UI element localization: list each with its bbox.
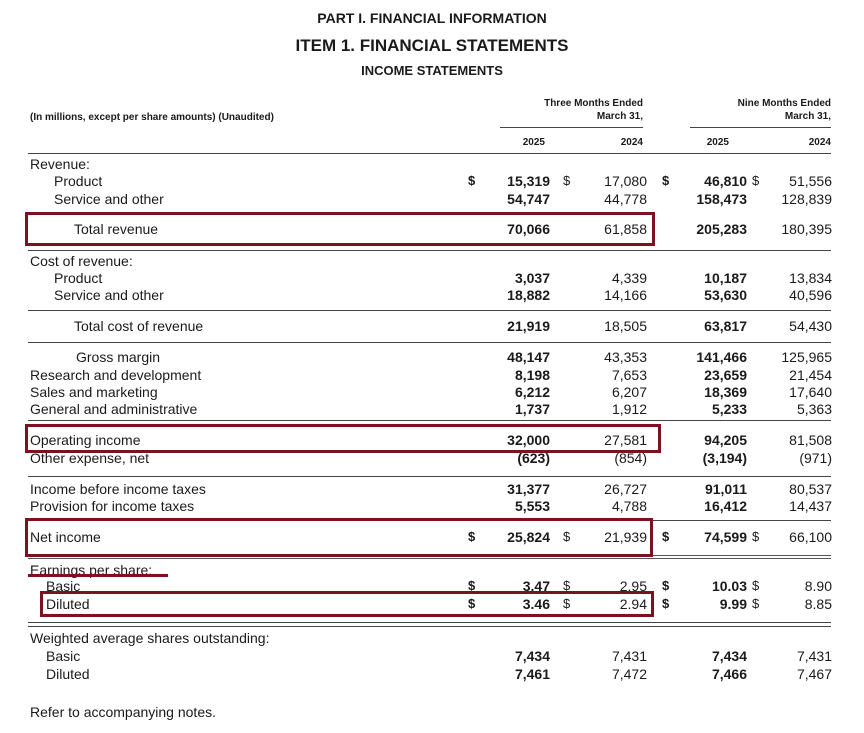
other-expense-value-3: (3,194)	[702, 450, 747, 466]
underline-eps-heading	[28, 574, 168, 577]
eps-basic-currency-4: $	[752, 578, 760, 593]
rev-product-currency-1: $	[468, 173, 476, 188]
col-header-rule-nine	[690, 127, 831, 128]
other-expense-value-1: (623)	[517, 450, 550, 466]
eps-diluted-label: Diluted	[46, 596, 90, 612]
income-before-tax-value-4: 80,537	[789, 481, 832, 497]
total-cost-value-4: 54,430	[789, 318, 832, 334]
eps-basic-currency-3: $	[662, 578, 670, 593]
sales-value-3: 18,369	[704, 384, 747, 400]
eps-diluted-currency-3: $	[662, 596, 670, 611]
operating-income-label: Operating income	[30, 432, 141, 448]
rnd-value-3: 23,659	[704, 367, 747, 383]
net-income-value-4: 66,100	[789, 529, 832, 545]
year-col-1: 2025	[522, 137, 545, 148]
rule-after-eps-double	[28, 626, 831, 627]
income-before-tax-label: Income before income taxes	[30, 481, 206, 497]
rnd-value-1: 8,198	[514, 367, 550, 383]
total-revenue-value-3: 205,283	[696, 221, 747, 237]
other-expense-value-2: (854)	[614, 450, 647, 466]
rev-service-value-2: 44,778	[604, 191, 647, 207]
total-cost-label: Total cost of revenue	[74, 318, 204, 334]
cost-heading: Cost of revenue:	[30, 253, 133, 269]
rule-after-other-expense	[28, 476, 831, 477]
rule-after-total-cost	[28, 342, 831, 343]
gna-value-2: 1,912	[611, 401, 647, 417]
net-income-currency-4: $	[752, 529, 760, 544]
shares-diluted-value-1: 7,461	[514, 666, 550, 682]
cost-service-value-1: 18,882	[507, 287, 550, 303]
shares-diluted-value-4: 7,467	[796, 666, 832, 682]
rule-after-net-income-double	[28, 558, 831, 559]
gross-margin-value-1: 48,147	[507, 349, 550, 365]
sales-value-2: 6,207	[611, 384, 647, 400]
tax-value-2: 4,788	[611, 498, 647, 514]
gna-label: General and administrative	[30, 401, 198, 417]
income-before-tax-value-1: 31,377	[507, 481, 550, 497]
sales-value-1: 6,212	[514, 384, 550, 400]
rule-before-total-cost	[28, 310, 831, 311]
header-bottom-rule	[28, 153, 831, 154]
net-income-currency-3: $	[662, 529, 670, 544]
revenue-heading: Revenue:	[30, 156, 90, 172]
eps-basic-value-3: 10.03	[711, 578, 747, 594]
rev-service-value-3: 158,473	[696, 191, 747, 207]
rev-product-currency-4: $	[752, 173, 760, 188]
eps-basic-label: Basic	[46, 578, 81, 594]
shares-basic-label: Basic	[46, 648, 81, 664]
cost-product-value-4: 13,834	[789, 270, 832, 286]
cost-product-value-2: 4,339	[611, 270, 647, 286]
rule-after-expenses	[28, 420, 831, 421]
footer-note: Refer to accompanying notes.	[30, 704, 216, 720]
total-revenue-value-2: 61,858	[604, 221, 647, 237]
other-expense-label: Other expense, net	[30, 450, 150, 466]
rule-after-total-revenue	[28, 250, 831, 251]
rev-product-label: Product	[54, 173, 103, 189]
rev-service-label: Service and other	[54, 191, 164, 207]
rule-after-eps	[28, 622, 831, 623]
eps-diluted-value-2: 2.94	[619, 596, 647, 612]
year-col-3: 2025	[706, 137, 729, 148]
net-income-currency-1: $	[468, 529, 476, 544]
rev-product-value-3: 46,810	[704, 173, 747, 189]
cost-service-value-2: 14,166	[604, 287, 647, 303]
operating-income-value-3: 94,205	[704, 432, 747, 448]
total-revenue-value-4: 180,395	[781, 221, 832, 237]
shares-basic-value-3: 7,434	[711, 648, 747, 664]
net-income-value-3: 74,599	[704, 529, 747, 545]
net-income-value-1: 25,824	[507, 529, 550, 545]
eps-diluted-currency-2: $	[563, 596, 571, 611]
sales-value-4: 17,640	[789, 384, 832, 400]
total-cost-value-2: 18,505	[604, 318, 647, 334]
rev-service-value-1: 54,747	[507, 191, 550, 207]
shares-diluted-value-2: 7,472	[611, 666, 647, 682]
item-title: ITEM 1. FINANCIAL STATEMENTS	[295, 36, 569, 55]
cost-product-value-1: 3,037	[514, 270, 550, 286]
eps-basic-currency-1: $	[468, 578, 476, 593]
total-revenue-value-1: 70,066	[507, 221, 550, 237]
cost-product-label: Product	[54, 270, 103, 286]
shares-basic-value-2: 7,431	[611, 648, 647, 664]
col-header-rule-three	[500, 127, 643, 128]
total-revenue-label: Total revenue	[74, 221, 159, 237]
shares-heading: Weighted average shares outstanding:	[30, 630, 270, 646]
highlight-net-income	[25, 518, 653, 557]
eps-diluted-currency-1: $	[468, 596, 476, 611]
shares-diluted-value-3: 7,466	[711, 666, 747, 682]
tax-value-3: 16,412	[704, 498, 747, 514]
rnd-value-4: 21,454	[789, 367, 832, 383]
rev-service-value-4: 128,839	[781, 191, 832, 207]
total-cost-value-1: 21,919	[507, 318, 550, 334]
shares-diluted-label: Diluted	[46, 666, 90, 682]
cost-service-label: Service and other	[54, 287, 164, 303]
gna-value-1: 1,737	[514, 401, 550, 417]
year-col-4: 2024	[808, 137, 831, 148]
other-expense-value-4: (971)	[799, 450, 832, 466]
eps-diluted-value-3: 9.99	[719, 596, 747, 612]
operating-income-value-4: 81,508	[789, 432, 832, 448]
operating-income-value-2: 27,581	[604, 432, 647, 448]
income-before-tax-value-3: 91,011	[704, 481, 747, 497]
income-before-tax-value-2: 26,727	[604, 481, 647, 497]
statement-title: INCOME STATEMENTS	[361, 63, 503, 78]
gross-margin-value-2: 43,353	[604, 349, 647, 365]
rev-product-value-2: 17,080	[604, 173, 647, 189]
cost-product-value-3: 10,187	[704, 270, 747, 286]
cost-service-value-3: 53,630	[704, 287, 747, 303]
three-months-header: Three Months Ended March 31,	[544, 98, 643, 122]
operating-income-value-1: 32,000	[507, 432, 550, 448]
cost-service-value-4: 40,596	[789, 287, 832, 303]
gna-value-3: 5,233	[711, 401, 747, 417]
eps-basic-value-1: 3.47	[522, 578, 550, 594]
gross-margin-label: Gross margin	[76, 349, 161, 365]
gross-margin-value-4: 125,965	[781, 349, 832, 365]
eps-basic-value-2: 2.95	[619, 578, 647, 594]
total-cost-value-3: 63,817	[704, 318, 747, 334]
eps-diluted-value-1: 3.46	[522, 596, 550, 612]
gross-margin-value-3: 141,466	[696, 349, 747, 365]
eps-heading: Earnings per share:	[30, 562, 153, 578]
net-income-value-2: 21,939	[604, 529, 647, 545]
rev-product-currency-2: $	[563, 173, 571, 188]
year-col-2: 2024	[620, 137, 643, 148]
eps-basic-value-4: 8.90	[804, 578, 832, 594]
rnd-value-2: 7,653	[611, 367, 647, 383]
net-income-label: Net income	[30, 529, 101, 545]
eps-basic-currency-2: $	[563, 578, 571, 593]
shares-basic-value-1: 7,434	[514, 648, 550, 664]
eps-diluted-currency-4: $	[752, 596, 760, 611]
highlight-total-revenue	[25, 212, 655, 246]
highlight-operating-income	[25, 424, 661, 453]
rev-product-currency-3: $	[662, 173, 670, 188]
rnd-label: Research and development	[30, 367, 202, 383]
nine-months-header: Nine Months Ended March 31,	[737, 98, 831, 122]
tax-value-1: 5,553	[514, 498, 550, 514]
shares-basic-value-4: 7,431	[796, 648, 832, 664]
highlight-eps-diluted	[40, 591, 654, 617]
rev-product-value-4: 51,556	[789, 173, 832, 189]
tax-value-4: 14,437	[789, 498, 832, 514]
rev-product-value-1: 15,319	[507, 173, 550, 189]
eps-diluted-value-4: 8.85	[804, 596, 832, 612]
units-note: (In millions, except per share amounts) (Unaudited)	[30, 112, 274, 123]
part-title: PART I. FINANCIAL INFORMATION	[317, 10, 547, 26]
sales-label: Sales and marketing	[30, 384, 158, 400]
tax-label: Provision for income taxes	[30, 498, 195, 514]
net-income-currency-2: $	[563, 529, 571, 544]
gna-value-4: 5,363	[796, 401, 832, 417]
